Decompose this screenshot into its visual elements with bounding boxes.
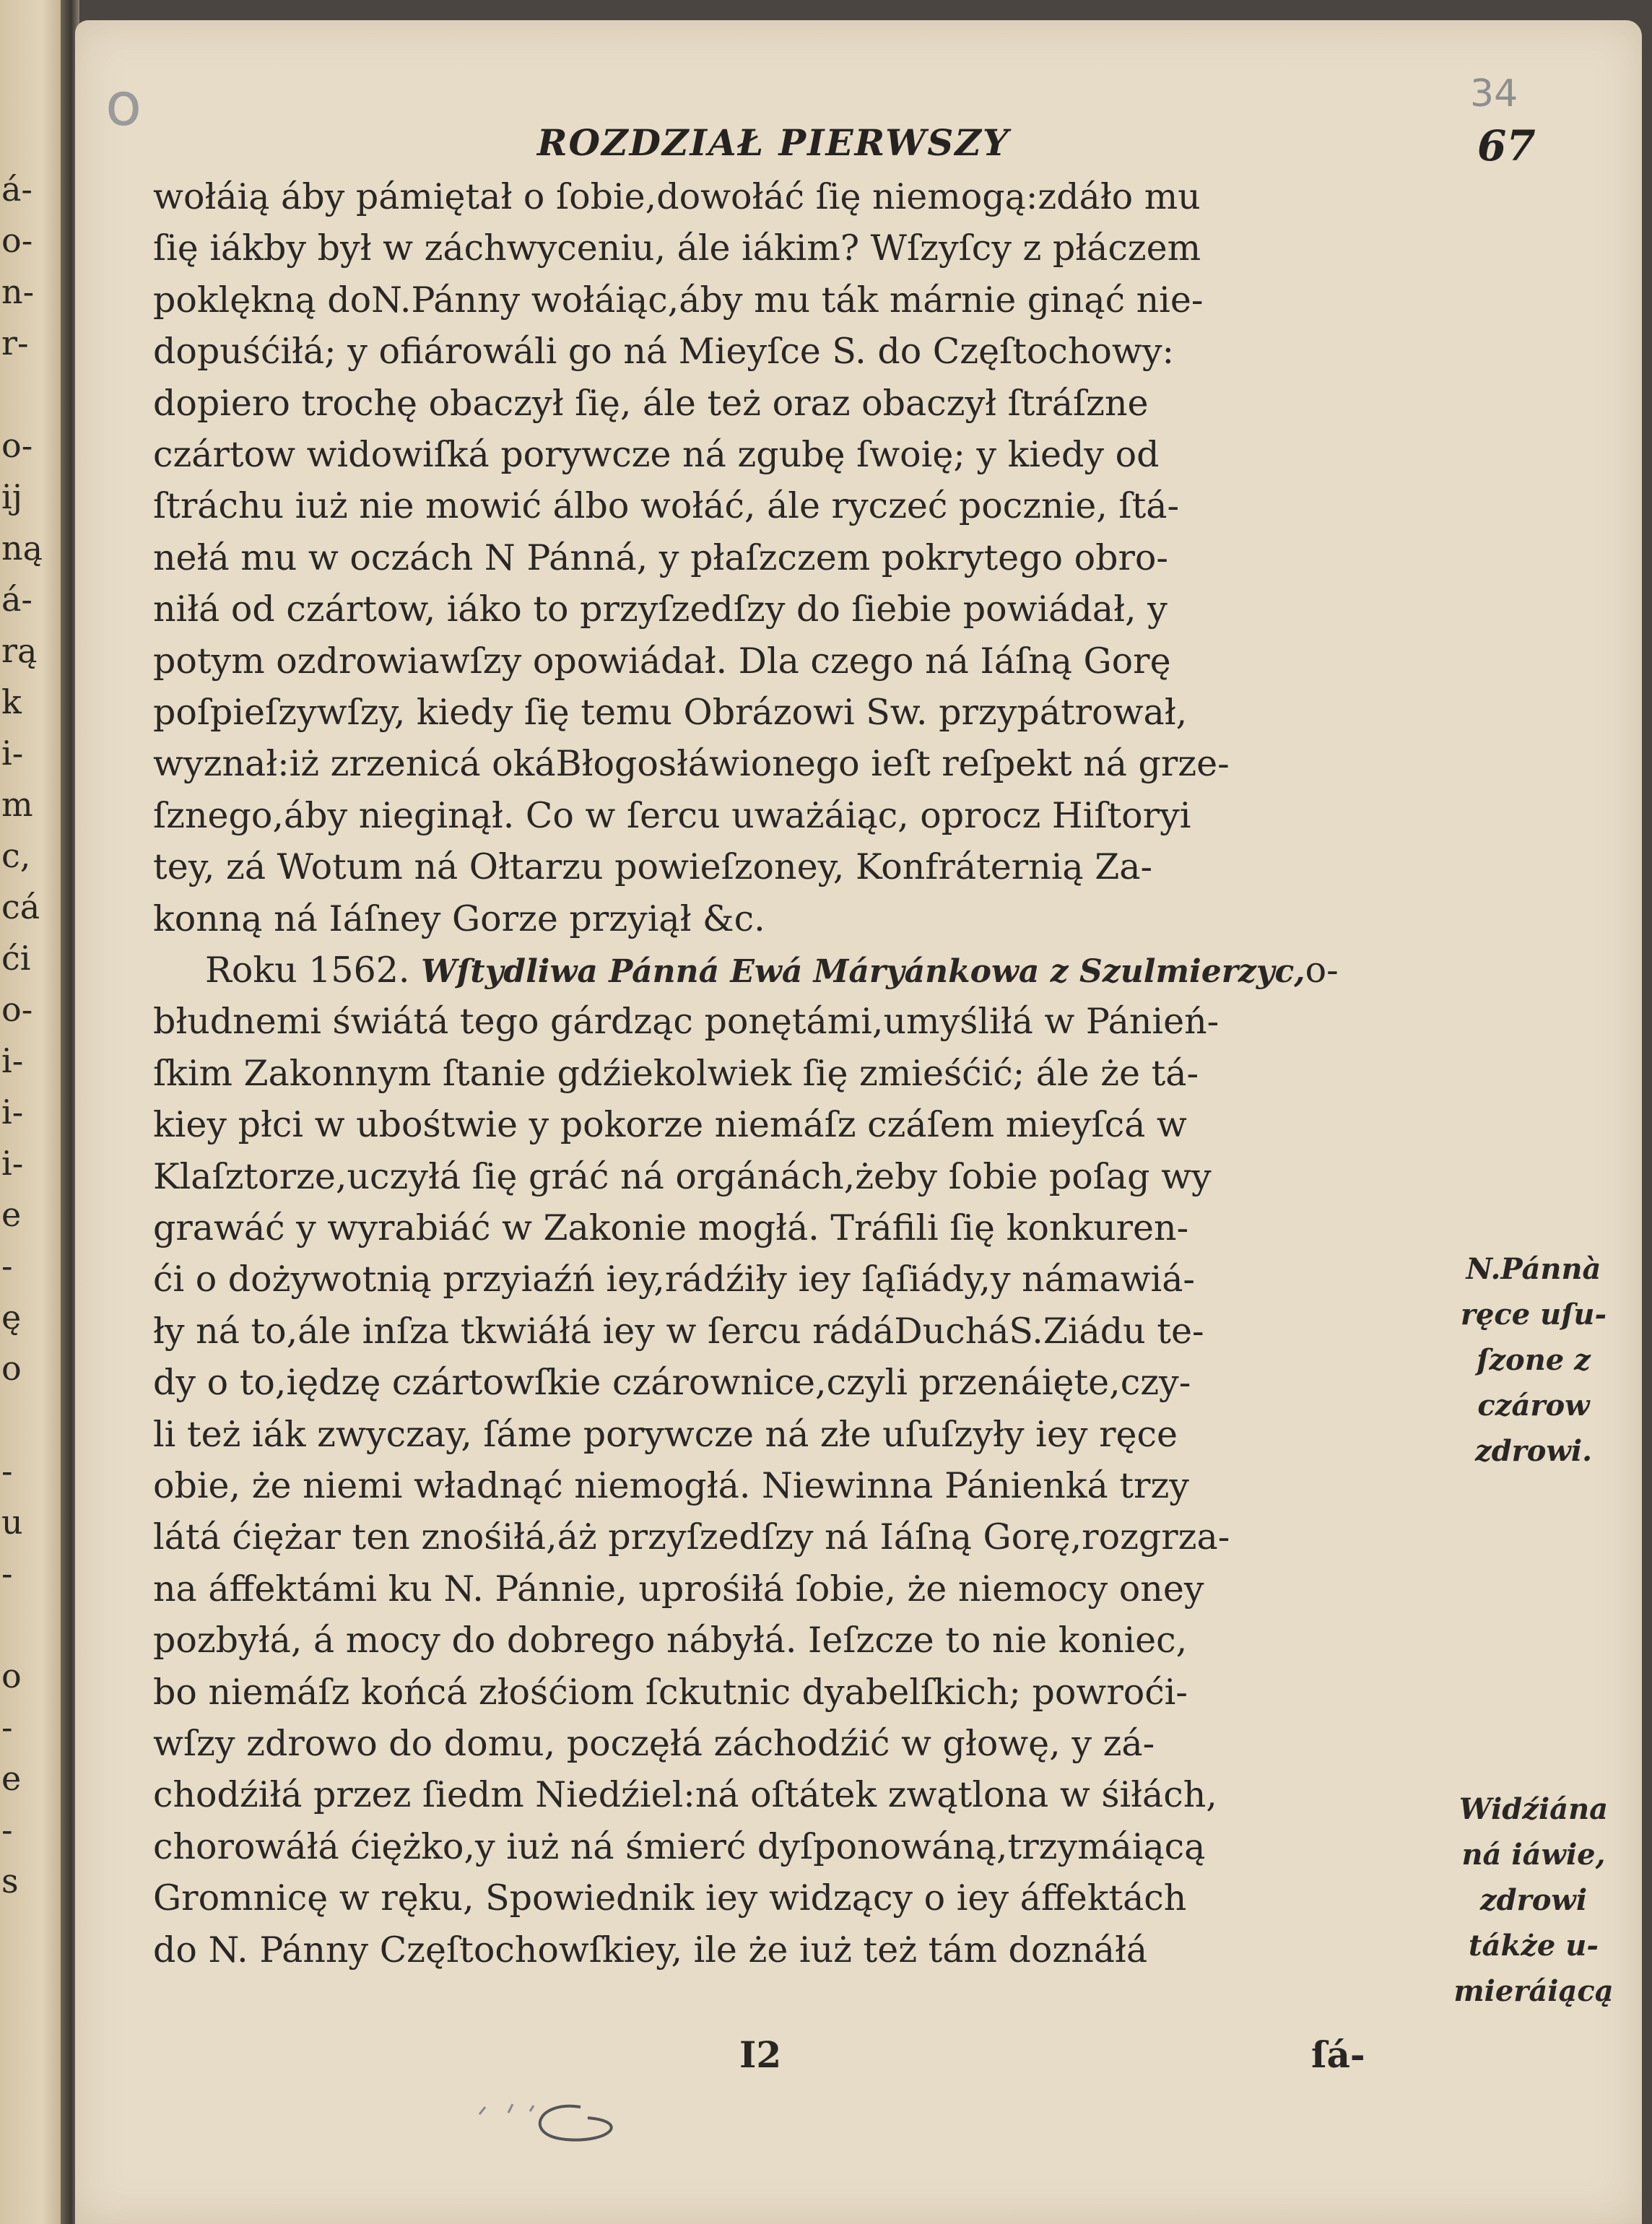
margin-note-line: czárow [1477, 1389, 1590, 1422]
body-line: bo niemáſz końcá złośćiom ſckutnic dyabelſkich; powroći- [153, 1671, 1188, 1713]
body-line: dy o to,iędzę czártowſkie czárownice,czyli przenáięte,czy- [153, 1362, 1191, 1404]
left-page-fragment: - [1, 1708, 13, 1747]
left-page-fragment: s [1, 1862, 19, 1901]
left-page-fragment: o [1, 1349, 22, 1388]
signature-mark: I2 [739, 2033, 782, 2076]
left-page-fragment: o- [1, 990, 33, 1029]
body-line [205, 945, 1497, 996]
left-page-fragment: ij [1, 477, 22, 516]
body-line: niłá od czártow, iáko to przyſzedſzy do ſiebie powiádał, y [153, 588, 1168, 630]
left-page-edge [0, 0, 69, 2224]
body-line: chorowáłá ćiężko,y iuż ná śmierć dyſponowáną,trzymáiącą [153, 1825, 1206, 1867]
body-line: ſznego,áby nieginął. Co w ſercu uważáiąc, oprocz Hiſtoryi [153, 794, 1191, 836]
left-page-fragment: - [1, 1810, 13, 1849]
body-line: li też iák zwyczay, ſáme porywcze ná złe uſuſzyły iey ręce [153, 1413, 1178, 1455]
body-line-tail: o- [1305, 950, 1339, 991]
body-line: ſtráchu iuż nie mowić álbo wołáć, ále ryczeć pocznie, ſtá- [153, 485, 1180, 527]
body-line: dopuśćiłá; y ofiárowáli go ná Mieyſce S. do Częſtochowy: [153, 331, 1175, 373]
body-line: Klaſztorze,uczyłá ſię gráć ná orgánách,żeby ſobie poſag wy [153, 1155, 1212, 1197]
body-line: ſkim Zakonnym ſtanie gdźiekolwiek ſię zmieśćić; ále że tá- [153, 1052, 1199, 1094]
left-page-fragment: á- [1, 170, 32, 209]
left-page-fragment: m [1, 785, 33, 824]
body-line: grawáć y wyrabiáć w Zakonie mogłá. Tráfili ſię konkuren- [153, 1207, 1189, 1248]
left-page-fragment [1, 1605, 66, 1656]
pencil-doodle [465, 2085, 725, 2186]
pencil-folio-number: 34 [1470, 72, 1518, 116]
body-line: tey, zá Wotum ná Ołtarzu powieſzoney, Konfráternią Za- [153, 846, 1153, 888]
left-page-fragment: r- [1, 323, 29, 362]
margin-note-line: ná iáwie, [1461, 1838, 1606, 1872]
left-page-fragment: ći [1, 939, 31, 978]
left-page-fragment: o- [1, 221, 33, 260]
margin-note-line: mieráiącą [1453, 1974, 1614, 2008]
left-page-fragment: i- [1, 1093, 24, 1131]
left-page-fragment: c, [1, 836, 31, 875]
body-line: wołáią áby pámiętał o ſobie,dowołáć ſię niemogą:zdáło mu [153, 176, 1201, 217]
catchword: ſá- [1311, 2033, 1365, 2076]
body-line: do N. Pánny Częſtochowſkiey, ile że iuż też tám doznáłá [153, 1929, 1148, 1971]
left-page-fragment [1, 1400, 66, 1451]
left-page-fragment: i- [1, 1144, 24, 1183]
page-number: 67 [1477, 121, 1536, 170]
body-line: na áffektámi ku N. Pánnie, uprośiłá ſobie, że niemocy oney [153, 1568, 1204, 1610]
left-page-fragment: - [1, 1451, 13, 1490]
left-page-fragment: e [1, 1759, 22, 1798]
body-line: poklękną doN.Pánny wołáiąc,áby mu ták márnie ginąć nie- [153, 279, 1204, 321]
body-line: wſzy zdrowo do domu, poczęłá záchodźić w głowę, y zá- [153, 1723, 1155, 1764]
margin-note-line: ſzone z [1477, 1343, 1591, 1377]
body-line: poſpieſzywſzy, kiedy ſię temu Obrázowi Sw. przypátrował, [153, 692, 1188, 733]
margin-note-line: tákże u- [1469, 1929, 1599, 1963]
body-line: kiey płci w ubośtwie y pokorze niemáſz czáſem mieyſcá w [153, 1104, 1187, 1146]
left-page-fragment: cá [1, 887, 40, 926]
body-line-text: Roku 1562. [205, 950, 422, 991]
body-line: błudnemi świátá tego gárdząc ponętámi,umyśliłá w Pánień- [153, 1001, 1220, 1043]
left-page-fragment: rą [1, 631, 38, 670]
left-page-fragment: ną [1, 529, 43, 568]
body-line: ły ná to,ále inſza tkwiáłá iey w ſercu rádáDucháS.Ziádu te- [153, 1310, 1204, 1352]
left-page-fragment: e [1, 1195, 22, 1234]
margin-note-line: Widźiána [1458, 1792, 1609, 1826]
left-page-fragment: k [1, 682, 22, 721]
italic-name: Wſtydliwa Pánná Ewá Máryánkowa z Szulmierzyc, [421, 953, 1305, 990]
left-page-fragment: i- [1, 734, 24, 773]
body-line: Gromnicę w ręku, Spowiednik iey widzący o iey áffektách [153, 1877, 1187, 1919]
left-page-fragment: - [1, 1554, 13, 1593]
left-page-fragment: n- [1, 272, 35, 311]
left-page-fragment: u [1, 1503, 23, 1542]
running-head: ROZDZIAŁ PIERWSZY [537, 121, 1010, 164]
body-line: ći o dożywotnią przyiaźń iey,rádźiły iey ſąſiády,y námawiá- [153, 1259, 1195, 1300]
book-page [75, 20, 1642, 2224]
body-line: czártow widowiſká porywcze ná zgubę ſwoię; y kiedy od [153, 434, 1160, 475]
left-page-fragment [1, 375, 66, 425]
pencil-mark: o [105, 71, 142, 139]
margin-note-line: zdrowi. [1475, 1434, 1592, 1468]
left-page-fragment: - [1, 1246, 13, 1285]
left-page-fragment: i- [1, 1041, 24, 1080]
body-line: ſię iákby był w záchwyceniu, ále iákim? Wſzyſcy z płáczem [153, 227, 1201, 269]
body-line: wyznał:iż zrzenicá okáBłogosłáwionego ieſt reſpekt ná grze- [153, 743, 1230, 785]
body-line: látá ćiężar ten znośiłá,áż przyſzedſzy ná Iáſną Gorę,rozgrza- [153, 1516, 1230, 1558]
margin-note-line: zdrowi [1479, 1883, 1588, 1917]
margin-note-line: N.Pánnà [1466, 1252, 1601, 1286]
left-page-fragment: o- [1, 426, 33, 465]
body-line: pozbyłá, á mocy do dobrego nábyłá. Ieſzcze to nie koniec, [153, 1620, 1188, 1662]
body-line: dopiero trochę obaczył ſię, ále też oraz obaczył ſtráſzne [153, 382, 1149, 424]
left-page-fragment: o [1, 1656, 22, 1695]
left-page-fragment: á- [1, 580, 32, 619]
body-line: nełá mu w oczách N Pánná, y płaſzczem pokrytego obro- [153, 537, 1168, 578]
body-line: konną ná Iáſney Gorze przyiął &c. [153, 898, 765, 939]
margin-note-line: ręce uſu- [1460, 1298, 1607, 1332]
body-line: chodźiłá przez ſiedm Niedźiel:ná oſtátek zwątlona w śiłách, [153, 1774, 1217, 1816]
left-page-fragment: ę [1, 1298, 22, 1337]
body-line: potym ozdrowiawſzy opowiádał. Dla czego ná Iáſną Gorę [153, 640, 1171, 682]
body-line: obie, że niemi władnąć niemogłá. Niewinna Pánienká trzy [153, 1465, 1189, 1506]
